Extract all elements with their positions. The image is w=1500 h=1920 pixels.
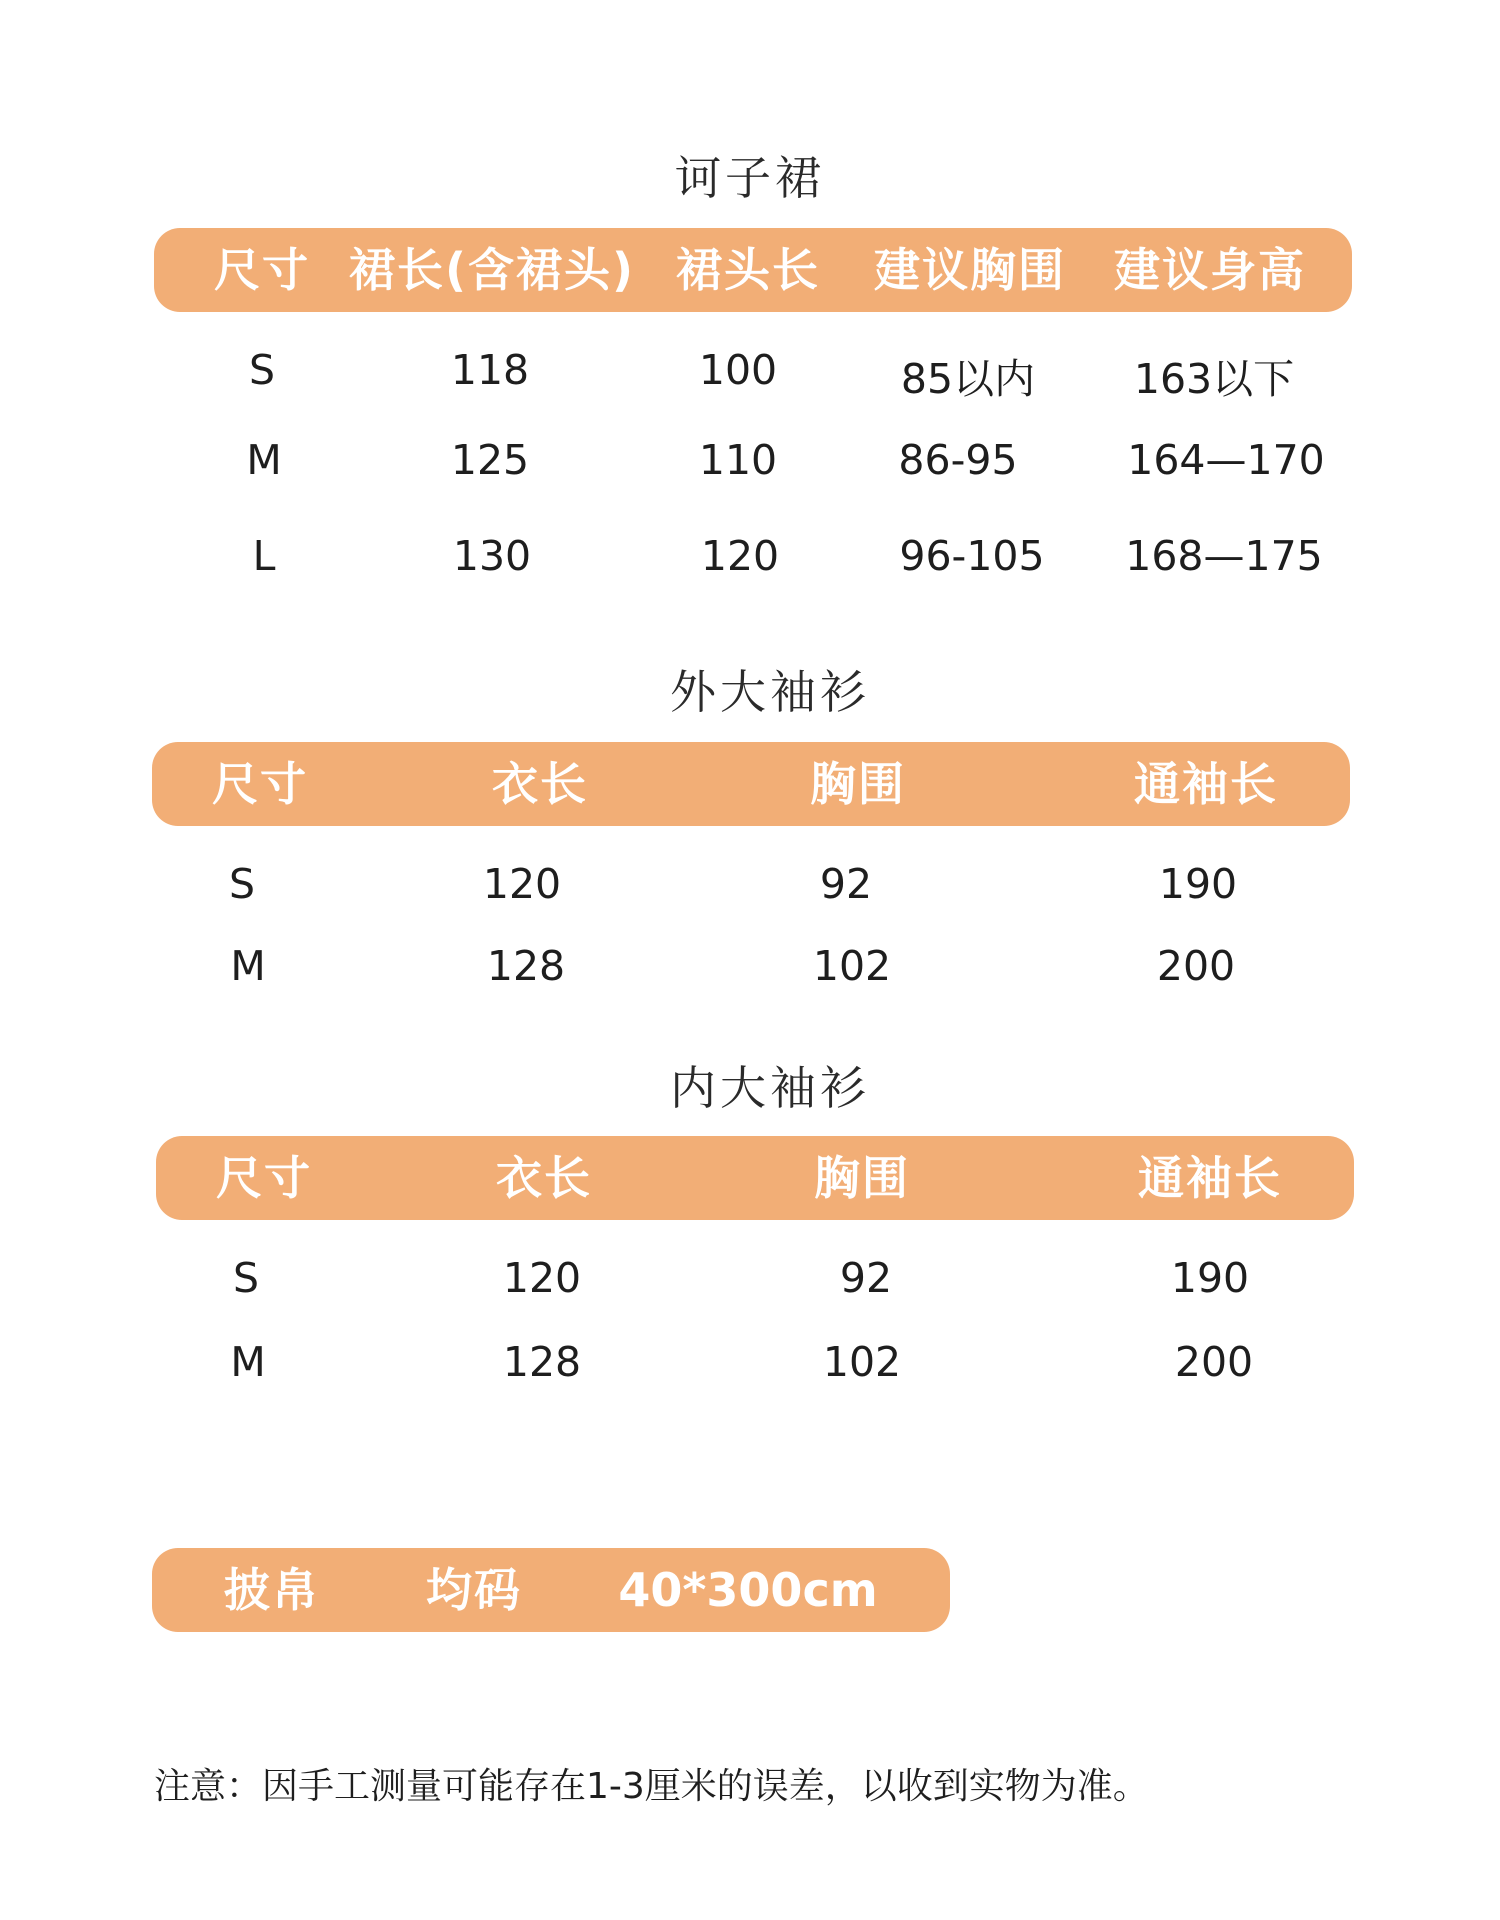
inner-header-bust: 胸围 bbox=[814, 1151, 910, 1205]
skirt-header-length: 裙长(含裙头) bbox=[348, 243, 636, 297]
cell-height: 168—175 bbox=[1125, 532, 1323, 580]
cell-sleeve: 190 bbox=[1170, 1254, 1250, 1302]
cell-length: 130 bbox=[452, 532, 532, 580]
outer-header-bust: 胸围 bbox=[810, 757, 906, 811]
skirt-header-size: 尺寸 bbox=[214, 243, 310, 297]
shawl-dimension: 40*300cm bbox=[618, 1563, 878, 1617]
cell-height: 164—170 bbox=[1127, 436, 1325, 484]
cell-waistband: 110 bbox=[698, 436, 778, 484]
cell-sleeve: 200 bbox=[1156, 942, 1236, 990]
cell-length: 128 bbox=[502, 1338, 582, 1386]
inner-shirt-title: 内大袖衫 bbox=[670, 1061, 870, 1115]
inner-shirt-header-bar bbox=[156, 1136, 1354, 1220]
cell-bust: 96-105 bbox=[899, 532, 1045, 580]
cell-length: 125 bbox=[450, 436, 530, 484]
shawl-name: 披帛 bbox=[224, 1563, 320, 1617]
inner-header-size: 尺寸 bbox=[216, 1151, 312, 1205]
skirt-header-waistband: 裙头长 bbox=[676, 243, 820, 297]
skirt-title: 诃子裙 bbox=[675, 151, 825, 205]
cell-bust: 86-95 bbox=[898, 436, 1018, 484]
cell-sleeve: 200 bbox=[1174, 1338, 1254, 1386]
outer-header-sleeve: 通袖长 bbox=[1134, 757, 1278, 811]
cell-length: 120 bbox=[482, 860, 562, 908]
outer-shirt-title: 外大袖衫 bbox=[670, 665, 870, 719]
cell-height: 163以下 bbox=[1133, 355, 1295, 403]
cell-size: S bbox=[232, 1254, 260, 1302]
inner-header-sleeve: 通袖长 bbox=[1138, 1151, 1282, 1205]
cell-bust: 92 bbox=[819, 860, 873, 908]
cell-bust: 102 bbox=[812, 942, 892, 990]
shawl-bar bbox=[152, 1548, 950, 1632]
cell-waistband: 120 bbox=[700, 532, 780, 580]
cell-bust: 92 bbox=[839, 1254, 893, 1302]
cell-size: S bbox=[248, 346, 276, 394]
measurement-note: 注意：因手工测量可能存在1-3厘米的误差，以收到实物为准。 bbox=[154, 1766, 1149, 1807]
cell-size: M bbox=[230, 1338, 266, 1386]
cell-size: M bbox=[230, 942, 266, 990]
cell-length: 120 bbox=[502, 1254, 582, 1302]
cell-bust: 102 bbox=[822, 1338, 902, 1386]
shawl-size: 均码 bbox=[426, 1563, 522, 1617]
outer-header-size: 尺寸 bbox=[212, 757, 308, 811]
cell-size: S bbox=[228, 860, 256, 908]
outer-shirt-header-bar bbox=[152, 742, 1350, 826]
cell-length: 118 bbox=[450, 346, 530, 394]
skirt-header-bar bbox=[154, 228, 1352, 312]
cell-waistband: 100 bbox=[698, 346, 778, 394]
skirt-header-height: 建议身高 bbox=[1114, 243, 1306, 297]
inner-header-length: 衣长 bbox=[496, 1151, 592, 1205]
skirt-header-bust: 建议胸围 bbox=[874, 243, 1066, 297]
cell-bust: 85以内 bbox=[900, 355, 1036, 403]
cell-sleeve: 190 bbox=[1158, 860, 1238, 908]
cell-size: M bbox=[246, 436, 282, 484]
cell-size: L bbox=[252, 532, 276, 580]
cell-length: 128 bbox=[486, 942, 566, 990]
outer-header-length: 衣长 bbox=[492, 757, 588, 811]
